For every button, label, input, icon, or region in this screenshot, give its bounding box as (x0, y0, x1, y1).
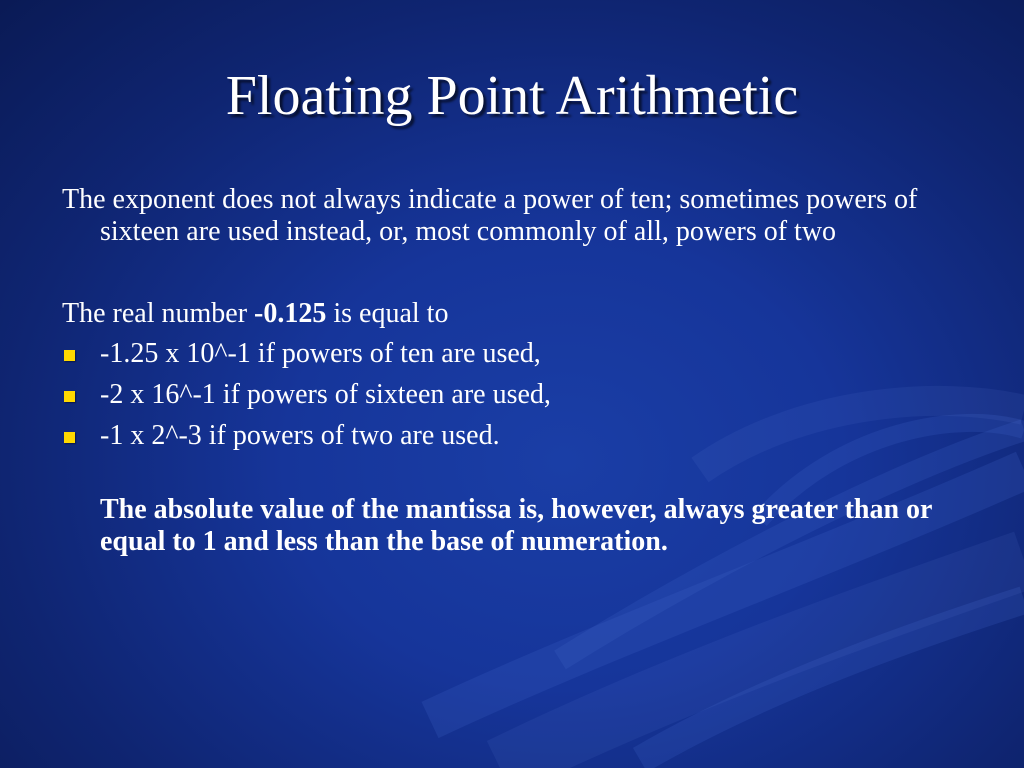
statement-value: -0.125 (254, 298, 327, 329)
intro-paragraph: The exponent does not always indicate a power of ten; sometimes powers of sixteen are used instead, or, most commonly of all, powers of two (62, 184, 918, 247)
bullet-text: -1.25 x 10^-1 if powers of ten are used, (100, 338, 541, 369)
mantissa-note: The absolute value of the mantissa is, however, always greater than or equal to 1 and less than the base of numeration. (100, 494, 932, 557)
square-bullet-icon (64, 391, 75, 402)
bullet-list (62, 338, 962, 452)
slide-title: Floating Point Arithmetic (225, 65, 799, 127)
bullet-text: -1 x 2^-3 if powers of two are used. (100, 420, 500, 451)
statement-line (62, 298, 962, 330)
statement-suffix: is equal to (326, 298, 449, 329)
list-item (62, 338, 962, 370)
square-bullet-icon (64, 350, 75, 361)
list-item (62, 379, 962, 411)
bullet-text: -2 x 16^-1 if powers of sixteen are used, (100, 379, 551, 410)
square-bullet-icon (64, 432, 75, 443)
slide-body (62, 184, 962, 558)
list-item (62, 420, 962, 452)
statement-prefix: The real number (62, 298, 255, 329)
